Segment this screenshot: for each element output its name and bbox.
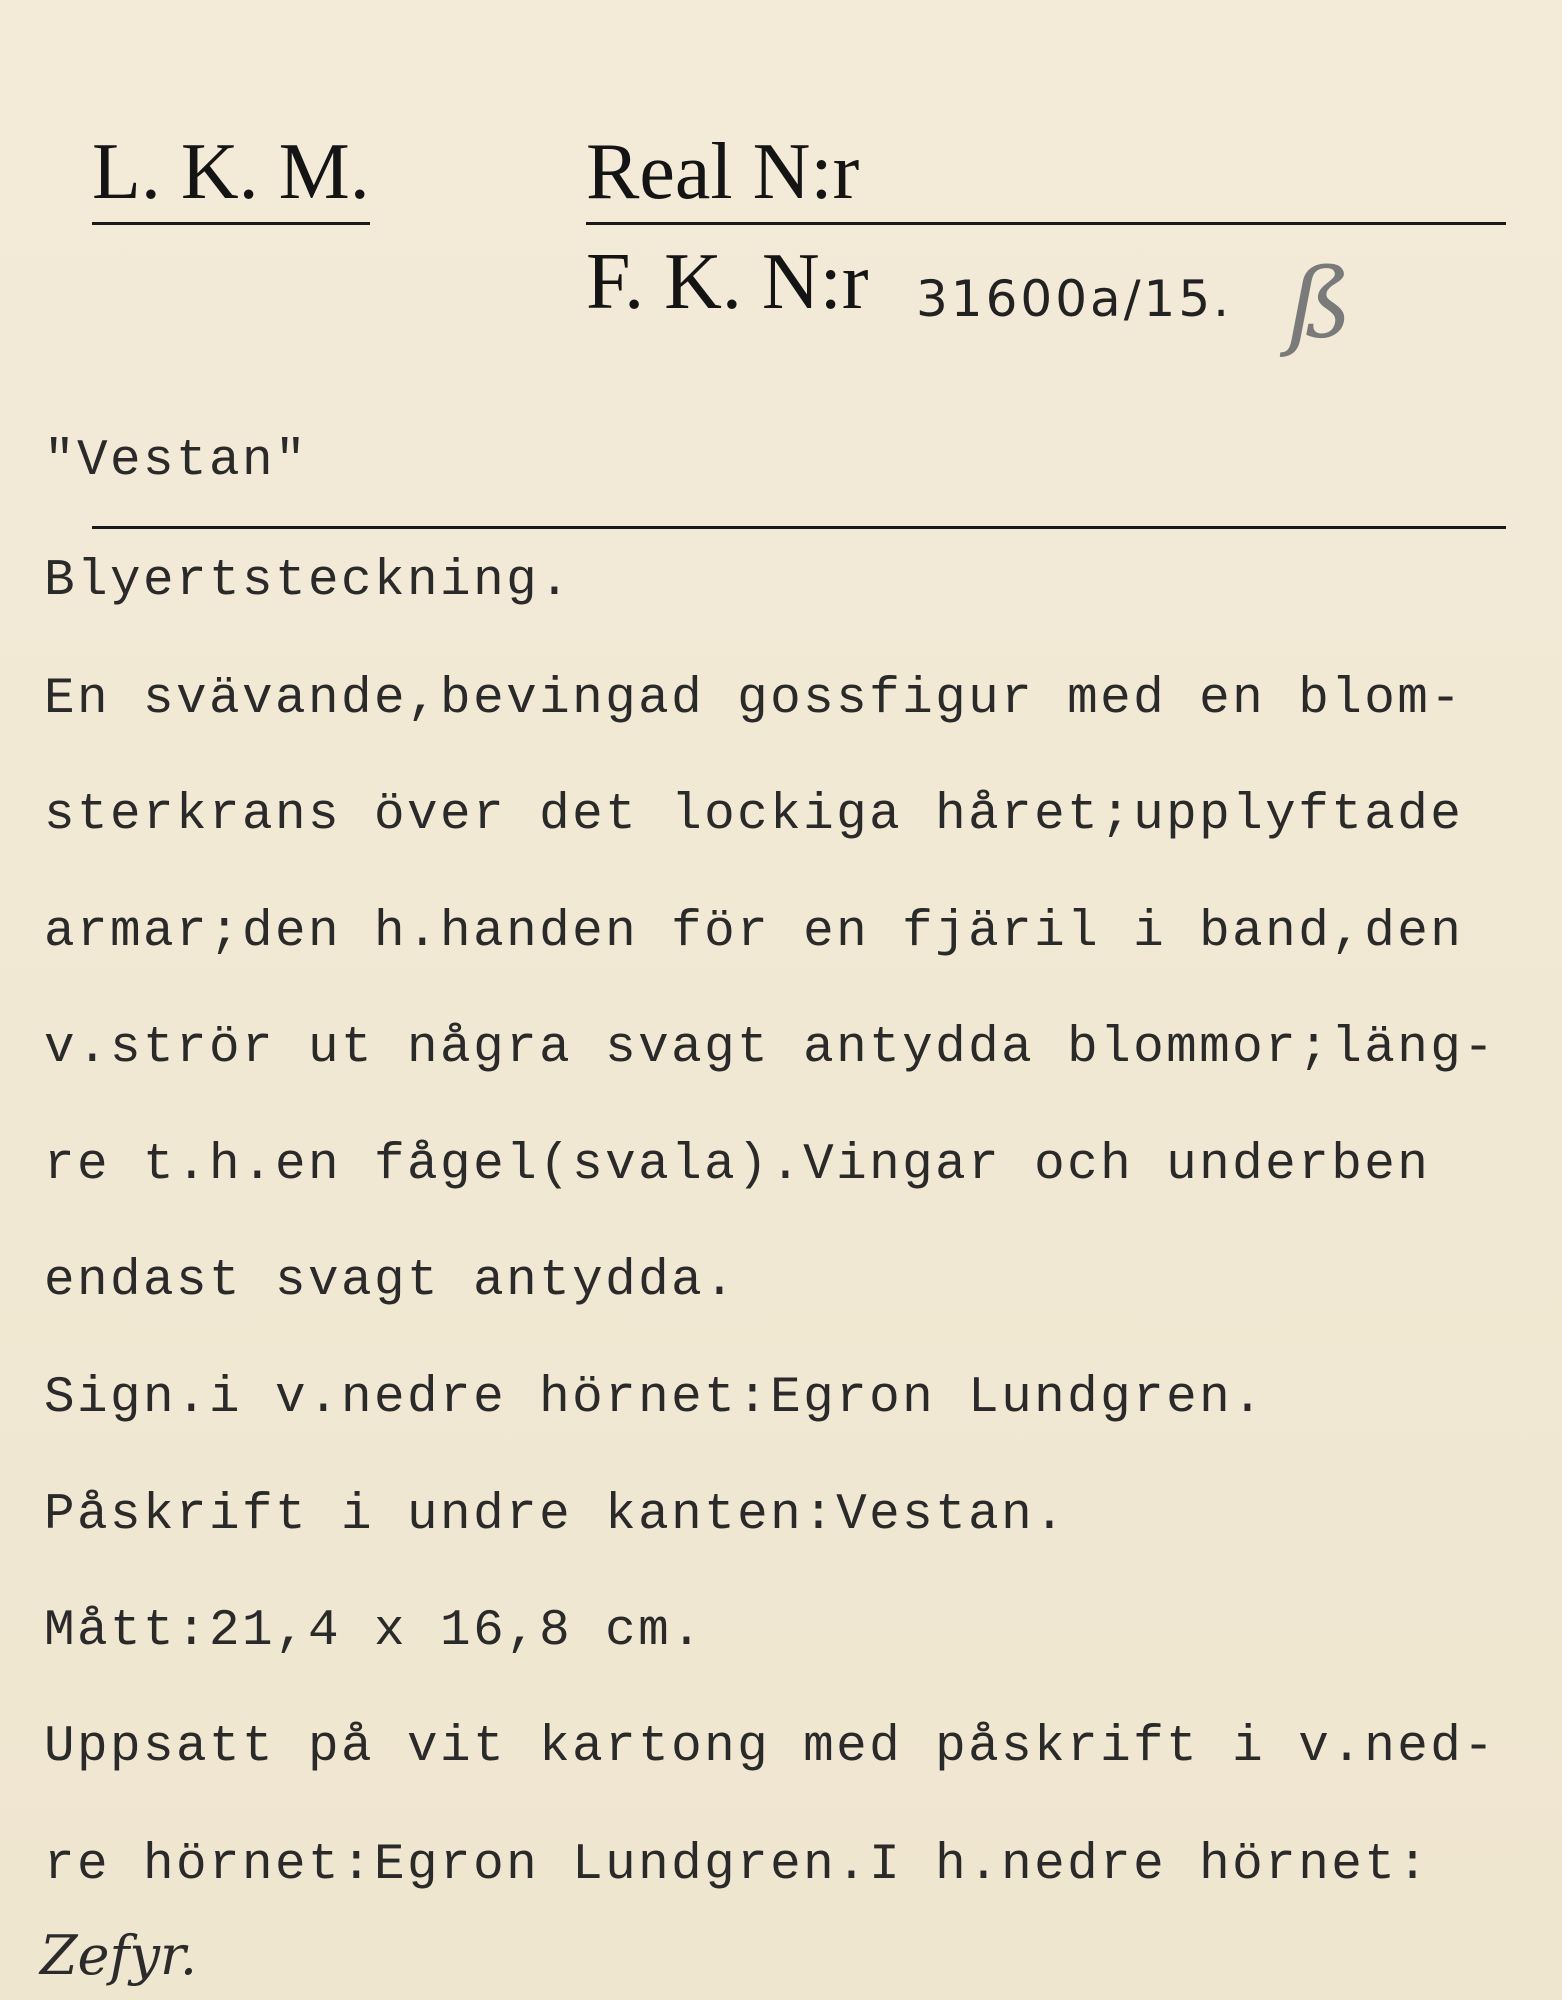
body-line: En svävande,bevingad gossfigur med en blom- xyxy=(44,671,1464,728)
body-line: Uppsatt på vit kartong med påskrift i v.ned- xyxy=(44,1719,1497,1776)
archive-label-underline xyxy=(92,222,370,225)
pencil-mark: ß xyxy=(1288,248,1353,360)
body-line: armar;den h.handen för en fjäril i band,den xyxy=(44,904,1464,961)
body-line: re t.h.en fågel(svala).Vingar och underben xyxy=(44,1137,1431,1194)
body-line: Blyertsteckning. xyxy=(44,553,573,610)
real-nr-label: Real N:r xyxy=(586,128,860,216)
body-line: endast svagt antydda. xyxy=(44,1253,738,1310)
body-line: v.strör ut några svagt antydda blommor;läng- xyxy=(44,1020,1497,1077)
title-rule xyxy=(92,526,1506,529)
archive-label: L. K. M. xyxy=(92,128,370,216)
body-line: Mått:21,4 x 16,8 cm. xyxy=(44,1603,705,1660)
body-line: re hörnet:Egron Lundgren.I h.nedre hörnet: xyxy=(44,1837,1431,1894)
body-line: Påskrift i undre kanten:Vestan. xyxy=(44,1487,1068,1544)
fk-nr-value: 31600a/15. xyxy=(916,270,1233,328)
handwritten-name: Zefyr. xyxy=(40,1924,198,1987)
body-line: sterkrans över det lockiga håret;upplyftade xyxy=(44,787,1464,844)
body-line: Sign.i v.nedre hörnet:Egron Lundgren. xyxy=(44,1370,1266,1427)
title-line: "Vestan" xyxy=(44,433,309,490)
real-nr-line xyxy=(586,222,1506,225)
fk-nr-label: F. K. N:r xyxy=(586,238,869,326)
